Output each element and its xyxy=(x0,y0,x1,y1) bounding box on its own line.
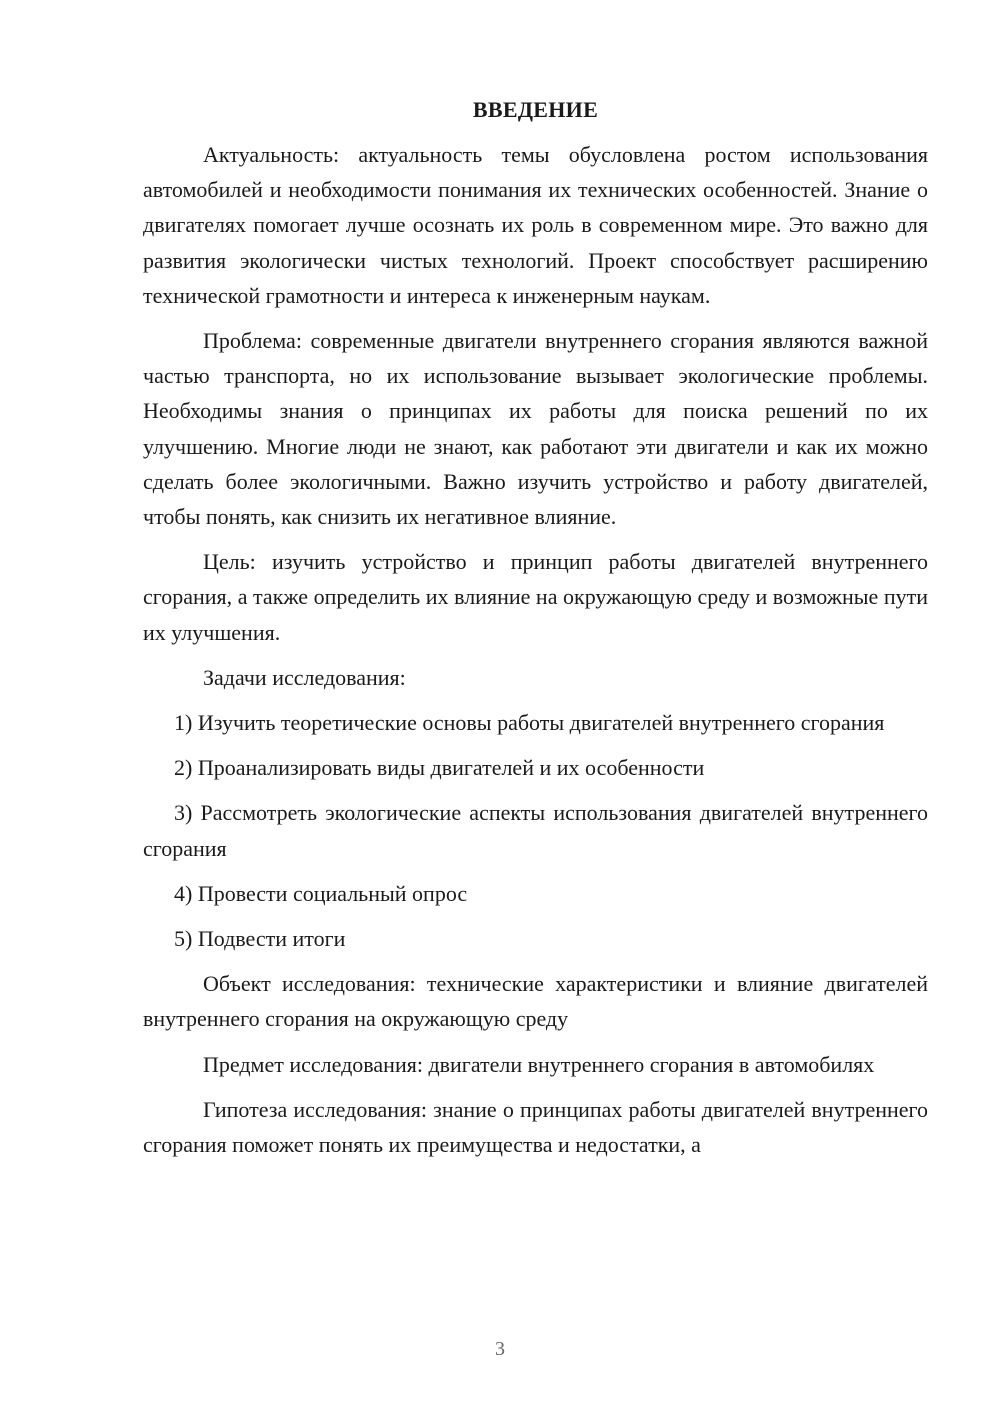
problem-paragraph: Проблема: современные двигатели внутреннего сгорания являются важной частью транспорта, но их использование вызывает экологические проблемы. Необходимы знания о принципах их работы для поиска решений по их улучшению. Многие люди не знают, как работают эти двигатели и как их можно сделать более экологичными. Важно изучить устройство и работу двигателей, чтобы понять, как снизить их негативное влияние. xyxy=(143,328,928,530)
tasks-heading: Задачи исследования: xyxy=(203,664,406,690)
document-page xyxy=(143,95,928,1162)
page-title: ВВЕДЕНИЕ xyxy=(472,97,599,122)
subject-paragraph: Предмет исследования: двигатели внутреннего сгорания в автомобилях xyxy=(203,1051,875,1077)
task-item-4: 4) Провести социальный опрос xyxy=(174,880,468,906)
hypothesis-paragraph: Гипотеза исследования: знание о принципах работы двигателей внутреннего сгорания поможет понять их преимущества и недостатки, а xyxy=(143,1096,928,1158)
task-item-5: 5) Подвести итоги xyxy=(174,926,346,952)
goal-paragraph: Цель: изучить устройство и принцип работы двигателей внутреннего сгорания, а также определить их влияние на окружающую среду и возможные пути их улучшения. xyxy=(143,549,928,645)
task-item-3: 3) Рассмотреть экологические аспекты использования двигателей внутреннего сгорания xyxy=(143,800,928,861)
object-paragraph: Объект исследования: технические характеристики и влияние двигателей внутреннего сгорания на окружающую среду xyxy=(143,971,928,1032)
relevance-paragraph: Актуальность: актуальность темы обусловлена ростом использования автомобилей и необходимости понимания их технических особенностей. Знание о двигателях помогает лучше осознать их роль в современном мире. Это важно для развития экологически чистых технологий. Проект способствует расширению технической грамотности и интереса к инженерным наукам. xyxy=(143,142,928,308)
page-number: 3 xyxy=(495,1338,505,1360)
task-item-1: 1) Изучить теоретические основы работы двигателей внутреннего сгорания xyxy=(174,710,885,736)
task-item-2: 2) Проанализировать виды двигателей и их особенности xyxy=(174,755,705,781)
